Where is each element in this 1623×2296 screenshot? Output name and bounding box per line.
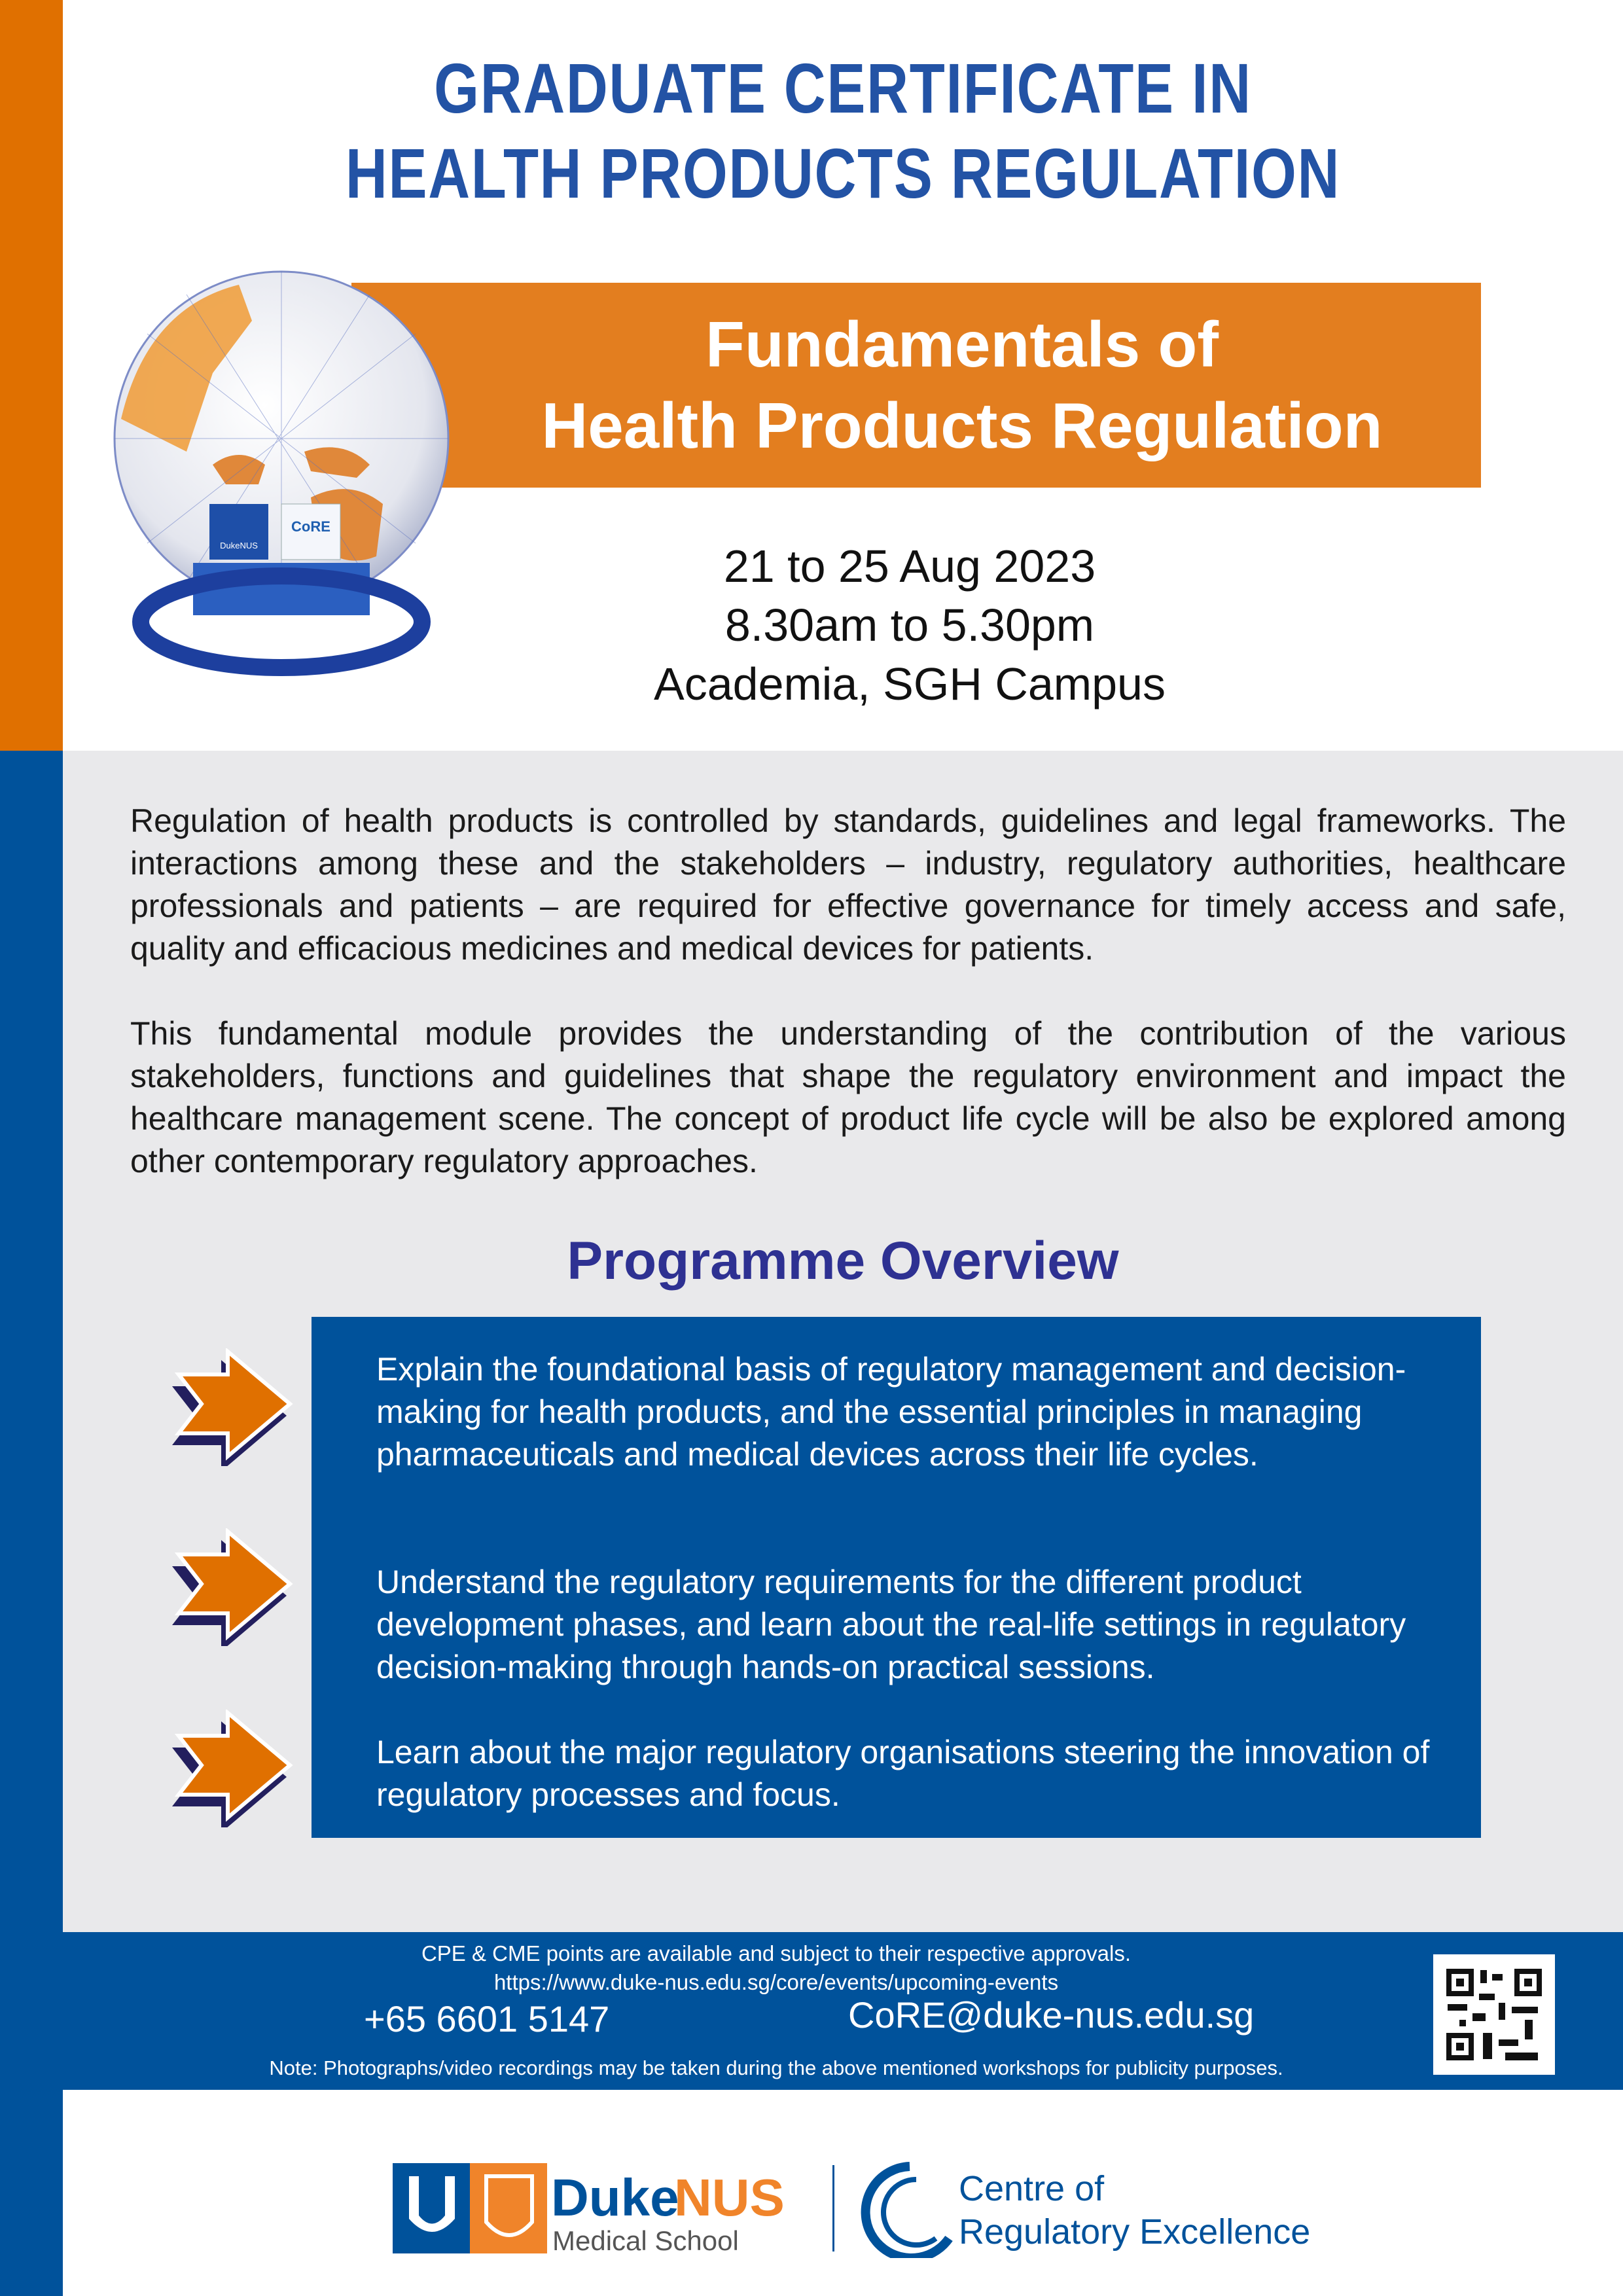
banner-line-2: Health Products Regulation: [541, 389, 1383, 461]
overview-item: Learn about the major regulatory organisations steering the innovation of regulatory processes and focus.: [376, 1734, 1430, 1813]
arrow-icon: [169, 1710, 293, 1827]
email-link[interactable]: CoRE@duke-nus.edu.sg: [848, 1994, 1255, 2036]
logo-school-text: Medical School: [552, 2225, 739, 2256]
dukenus-cube: [209, 504, 268, 560]
cube-label-core: CoRE: [291, 518, 330, 535]
events-link[interactable]: https://www.duke-nus.edu.sg/core/events/upcoming-events: [493, 1970, 1059, 1994]
phone-number[interactable]: +65 6601 5147: [364, 1998, 610, 2039]
left-accent-bar-blue: [0, 751, 63, 2296]
banner-line-1: Fundamentals of: [705, 308, 1219, 380]
overview-item: Explain the foundational basis of regulatory management and decision-making for health products, and the essential principles in managing pharmaceuticals and medical devices across their life cycles.: [376, 1351, 1406, 1473]
photography-note: Note: Photographs/video recordings may be taken during the above mentioned workshops for publicity purposes.: [269, 2056, 1283, 2079]
logo-core-line-1: Centre of: [959, 2169, 1105, 2208]
logo-duke-text: Duke: [551, 2168, 679, 2227]
event-venue: Academia, SGH Campus: [654, 658, 1166, 709]
event-details: [458, 537, 1361, 713]
qr-code[interactable]: [1433, 1954, 1555, 2075]
globe-illustration: [108, 268, 455, 687]
cube-label-dukenus: DukeNUS: [220, 541, 258, 550]
event-time: 8.30am to 5.30pm: [724, 600, 1095, 651]
page-title: [63, 46, 1623, 216]
footer-logos: [393, 2160, 1342, 2258]
title-line-1: GRADUATE CERTIFICATE IN: [434, 48, 1252, 128]
logo-nus-text: NUS: [674, 2168, 785, 2227]
overview-heading: Programme Overview: [567, 1231, 1119, 1291]
core-logo-icon: [866, 2166, 949, 2258]
arrow-icon: [169, 1528, 293, 1646]
intro-paragraph-2: This fundamental module provides the understanding of the contribution of the various stakeholders, functions and guidelines that shape the regulatory environment and impact the healthcare management scene. The concept of product life cycle will be also be explored among other contemporary regulatory approaches.: [130, 1015, 1566, 1179]
arrow-icon: [169, 1348, 293, 1466]
overview-item: Understand the regulatory requirements for the different product development phases, and learn about the real-life settings in regulatory decision-making through hands-on practical sessions.: [376, 1564, 1406, 1685]
logo-core-line-2: Regulatory Excellence: [959, 2212, 1311, 2251]
course-banner: [351, 283, 1481, 488]
left-accent-bar-orange: [0, 0, 63, 751]
title-line-2: HEALTH PRODUCTS REGULATION: [345, 134, 1341, 213]
cpe-cme-note: CPE & CME points are available and subject to their respective approvals.: [421, 1941, 1132, 1965]
contact-footer: [63, 1932, 1623, 2090]
intro-paragraph-1: Regulation of health products is controlled by standards, guidelines and legal frameworks. The interactions among these and the stakeholders – industry, regulatory authorities, healthcare professionals and patients – are required for effective governance for timely access and safe, quality and efficacious medicines and medical devices for patients.: [130, 802, 1566, 967]
event-dates: 21 to 25 Aug 2023: [723, 541, 1096, 592]
